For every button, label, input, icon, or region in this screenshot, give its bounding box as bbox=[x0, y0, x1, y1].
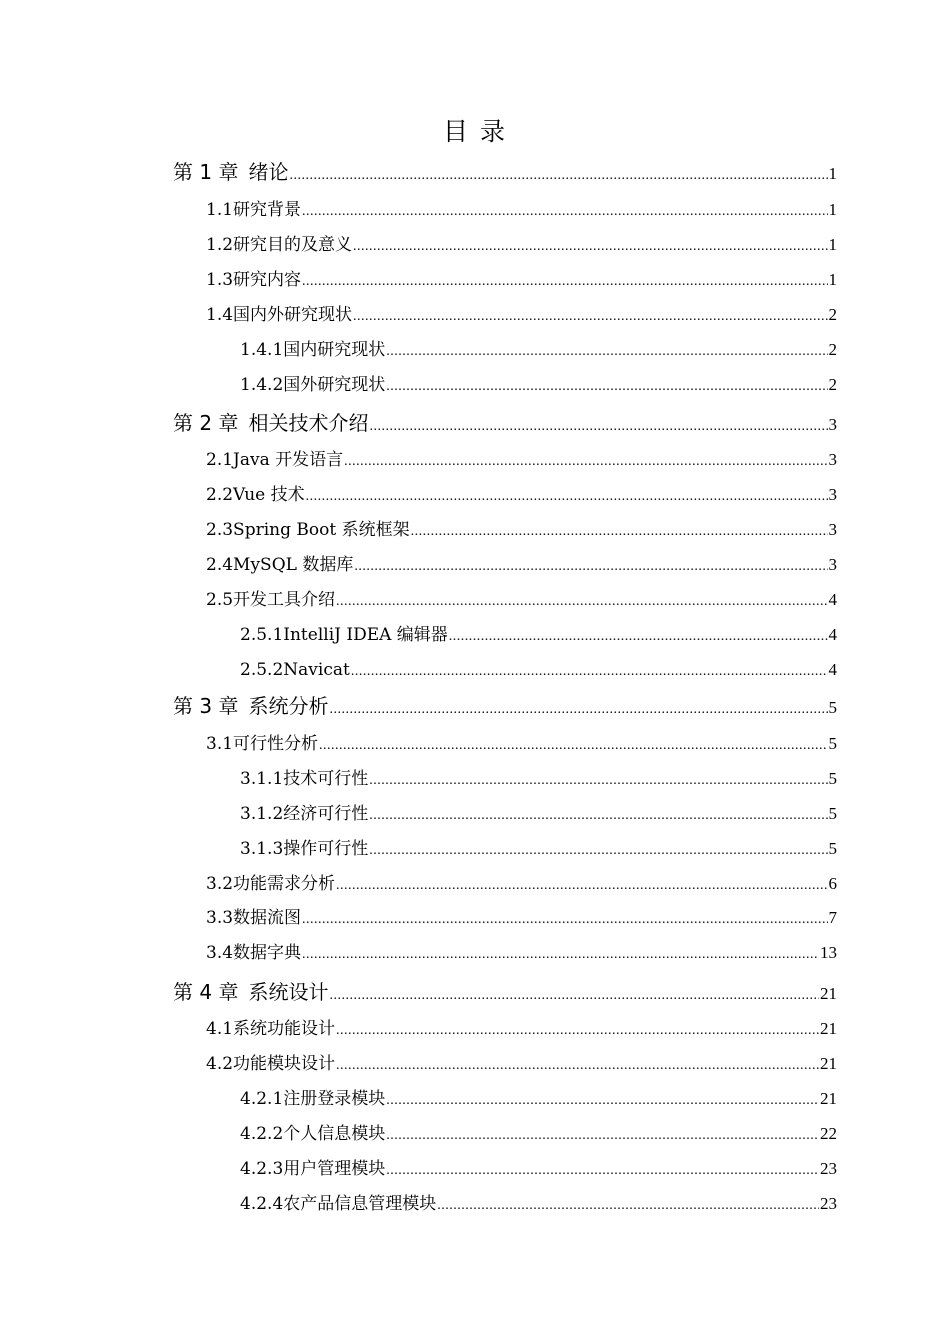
toc-page-number: 5 bbox=[828, 734, 837, 753]
toc-dot-leader bbox=[351, 657, 828, 687]
toc-entry-level-3[interactable] bbox=[240, 1084, 837, 1114]
toc-entry-label: 功能模块设计 bbox=[233, 1054, 336, 1074]
toc-entry-level-3[interactable] bbox=[240, 335, 837, 365]
toc-entry-number: 4.2.1 bbox=[240, 1089, 284, 1109]
toc-entry-label: 注册登录模块 bbox=[283, 1089, 386, 1109]
toc-entry-label: 操作可行性 bbox=[283, 839, 369, 859]
toc-entry-label: 国内研究现状 bbox=[283, 340, 386, 360]
toc-entry-label: 技术可行性 bbox=[283, 769, 369, 789]
toc-dot-leader bbox=[329, 695, 827, 725]
toc-page-number: 3 bbox=[828, 485, 837, 504]
toc-dot-leader bbox=[369, 801, 827, 831]
toc-entry-label: Spring Boot 系统框架 bbox=[233, 520, 410, 540]
toc-entry-number: 3.1.1 bbox=[240, 769, 284, 789]
toc-page-number: 21 bbox=[820, 984, 837, 1003]
toc-entry-number: 4.2.2 bbox=[240, 1124, 284, 1144]
toc-entry-level-2[interactable] bbox=[206, 515, 837, 545]
toc-entry-level-3[interactable] bbox=[240, 1189, 837, 1219]
toc-dot-leader bbox=[369, 836, 827, 866]
toc-entry-level-1[interactable] bbox=[173, 408, 837, 438]
toc-dot-leader bbox=[369, 766, 827, 796]
toc-entry-number: 1.4.1 bbox=[240, 340, 284, 360]
toc-entry-level-2[interactable] bbox=[206, 480, 837, 510]
toc-page-number: 7 bbox=[828, 908, 837, 927]
toc-dot-leader bbox=[386, 372, 827, 402]
toc-page-number: 1 bbox=[828, 270, 837, 289]
toc-entry-level-2[interactable] bbox=[206, 938, 837, 968]
toc-dot-leader bbox=[386, 1121, 819, 1151]
toc-dot-leader bbox=[329, 981, 819, 1011]
toc-page-number: 1 bbox=[828, 200, 837, 219]
toc-entry-level-3[interactable] bbox=[240, 620, 837, 650]
toc-page-number: 4 bbox=[828, 625, 837, 644]
toc-entry-level-2[interactable] bbox=[206, 903, 837, 933]
toc-page-number: 21 bbox=[820, 1089, 837, 1108]
toc-entry-level-2[interactable] bbox=[206, 585, 837, 615]
toc-entry-number: 第 2 章 bbox=[173, 411, 239, 435]
toc-entry-number: 3.2 bbox=[206, 874, 234, 894]
toc-entry-label: 研究背景 bbox=[233, 200, 302, 220]
toc-entry-level-2[interactable] bbox=[206, 265, 837, 295]
toc-entry-level-2[interactable] bbox=[206, 445, 837, 475]
toc-entry-number: 3.4 bbox=[206, 943, 234, 963]
toc-entry-number: 第 3 章 bbox=[173, 694, 239, 718]
toc-page-number: 3 bbox=[828, 415, 837, 434]
toc-dot-leader bbox=[336, 587, 827, 617]
toc-entry-label: IntelliJ IDEA 编辑器 bbox=[283, 625, 448, 645]
toc-entry-level-3[interactable] bbox=[240, 1119, 837, 1149]
toc-entry-label: Navicat bbox=[283, 660, 350, 680]
toc-page-number: 2 bbox=[828, 375, 837, 394]
toc-entry-label: 绪论 bbox=[248, 160, 289, 184]
toc-page-number: 1 bbox=[828, 164, 837, 183]
toc-entry-number: 1.3 bbox=[206, 270, 234, 290]
toc-page-number: 5 bbox=[828, 839, 837, 858]
toc-entry-label: 研究内容 bbox=[233, 270, 302, 290]
toc-dot-leader bbox=[353, 302, 827, 332]
toc-entry-level-3[interactable] bbox=[240, 655, 837, 685]
toc-entry-label: 个人信息模块 bbox=[283, 1124, 386, 1144]
toc-entry-number: 2.5.2 bbox=[240, 660, 284, 680]
toc-dot-leader bbox=[336, 1016, 819, 1046]
toc-entry-label: 农产品信息管理模块 bbox=[283, 1194, 437, 1214]
toc-page-number: 5 bbox=[828, 698, 837, 717]
toc-entry-label: 开发工具介绍 bbox=[233, 590, 336, 610]
toc-dot-leader bbox=[344, 447, 827, 477]
toc-dot-leader bbox=[306, 482, 828, 512]
toc-entry-label: 可行性分析 bbox=[233, 734, 319, 754]
toc-page-number: 3 bbox=[828, 520, 837, 539]
toc-dot-leader bbox=[336, 871, 827, 901]
toc-entry-level-2[interactable] bbox=[206, 1014, 837, 1044]
toc-entry-label: 国外研究现状 bbox=[283, 375, 386, 395]
toc-entry-number: 2.3 bbox=[206, 520, 234, 540]
toc-entry-level-1[interactable] bbox=[173, 157, 837, 187]
toc-entry-number: 4.2 bbox=[206, 1054, 234, 1074]
toc-dot-leader bbox=[353, 232, 827, 262]
toc-entry-level-2[interactable] bbox=[206, 230, 837, 260]
toc-entry-number: 4.2.4 bbox=[240, 1194, 284, 1214]
toc-dot-leader bbox=[302, 905, 827, 935]
toc-entry-label: 系统设计 bbox=[248, 980, 329, 1004]
toc-entry-label: 相关技术介绍 bbox=[248, 411, 369, 435]
toc-entry-number: 1.4 bbox=[206, 305, 234, 325]
toc-page-number: 21 bbox=[820, 1054, 837, 1073]
toc-entry-level-3[interactable] bbox=[240, 764, 837, 794]
toc-entry-level-2[interactable] bbox=[206, 729, 837, 759]
toc-dot-leader bbox=[302, 940, 819, 970]
toc-entry-level-2[interactable] bbox=[206, 300, 837, 330]
toc-entry-number: 2.1 bbox=[206, 450, 234, 470]
toc-entry-number: 2.5 bbox=[206, 590, 234, 610]
toc-entry-label: 系统分析 bbox=[248, 694, 329, 718]
toc-entry-number: 1.1 bbox=[206, 200, 234, 220]
toc-dot-leader bbox=[369, 412, 827, 442]
toc-page-number: 5 bbox=[828, 769, 837, 788]
toc-entry-label: 数据流图 bbox=[233, 908, 302, 928]
toc-dot-leader bbox=[289, 161, 827, 191]
toc-entry-level-1[interactable] bbox=[173, 691, 837, 721]
toc-entry-number: 第 1 章 bbox=[173, 160, 239, 184]
toc-entry-label: 研究目的及意义 bbox=[233, 235, 353, 255]
toc-page-number: 21 bbox=[820, 1019, 837, 1038]
toc-page-number: 22 bbox=[820, 1124, 837, 1143]
toc-entry-level-3[interactable] bbox=[240, 834, 837, 864]
toc-dot-leader bbox=[302, 197, 827, 227]
toc-dot-leader bbox=[336, 1051, 819, 1081]
toc-entry-number: 2.5.1 bbox=[240, 625, 284, 645]
toc-page-number: 1 bbox=[828, 235, 837, 254]
toc-page-number: 23 bbox=[820, 1159, 837, 1178]
toc-entry-number: 3.1 bbox=[206, 734, 234, 754]
toc-dot-leader bbox=[437, 1191, 819, 1221]
toc-page-number: 4 bbox=[828, 660, 837, 679]
toc-page-number: 2 bbox=[828, 305, 837, 324]
toc-dot-leader bbox=[354, 552, 827, 582]
toc-entry-number: 4.1 bbox=[206, 1019, 234, 1039]
toc-entry-number: 1.2 bbox=[206, 235, 234, 255]
toc-entry-label: 经济可行性 bbox=[283, 804, 369, 824]
toc-page-number: 23 bbox=[820, 1194, 837, 1213]
toc-entry-number: 1.4.2 bbox=[240, 375, 284, 395]
toc-entry-label: 国内外研究现状 bbox=[233, 305, 353, 325]
toc-entry-number: 3.1.2 bbox=[240, 804, 284, 824]
toc-page-number: 6 bbox=[828, 874, 837, 893]
toc-entry-level-3[interactable] bbox=[240, 1154, 837, 1184]
toc-entry-number: 3.3 bbox=[206, 908, 234, 928]
toc-entry-number: 4.2.3 bbox=[240, 1159, 284, 1179]
toc-page-number: 5 bbox=[828, 804, 837, 823]
toc-entry-number: 2.2 bbox=[206, 485, 234, 505]
toc-entry-level-3[interactable] bbox=[240, 799, 837, 829]
toc-dot-leader bbox=[411, 517, 828, 547]
toc-entry-level-2[interactable] bbox=[206, 869, 837, 899]
toc-entry-number: 第 4 章 bbox=[173, 980, 239, 1004]
toc-entry-number: 3.1.3 bbox=[240, 839, 284, 859]
toc-page-number: 4 bbox=[828, 590, 837, 609]
toc-dot-leader bbox=[386, 337, 827, 367]
toc-page-number: 3 bbox=[828, 555, 837, 574]
toc-page-number: 13 bbox=[820, 943, 837, 962]
toc-entry-label: 数据字典 bbox=[233, 943, 302, 963]
toc-title: 目 录 bbox=[443, 117, 507, 146]
toc-entry-level-2[interactable] bbox=[206, 550, 837, 580]
toc-entry-number: 2.4 bbox=[206, 555, 234, 575]
toc-page-number: 3 bbox=[828, 450, 837, 469]
toc-dot-leader bbox=[386, 1086, 819, 1116]
toc-entry-level-2[interactable] bbox=[206, 195, 837, 225]
toc-dot-leader bbox=[302, 267, 827, 297]
toc-page-number: 2 bbox=[828, 340, 837, 359]
toc-entry-label: 用户管理模块 bbox=[283, 1159, 386, 1179]
toc-entry-label: Vue 技术 bbox=[233, 485, 305, 505]
toc-dot-leader bbox=[319, 731, 827, 761]
toc-entry-level-1[interactable] bbox=[173, 977, 837, 1007]
toc-entry-label: 功能需求分析 bbox=[233, 874, 336, 894]
toc-entry-label: 系统功能设计 bbox=[233, 1019, 336, 1039]
toc-entry-level-3[interactable] bbox=[240, 370, 837, 400]
toc-entry-label: MySQL 数据库 bbox=[233, 555, 354, 575]
toc-dot-leader bbox=[449, 622, 828, 652]
toc-entry-label: Java 开发语言 bbox=[233, 450, 344, 470]
toc-entry-level-2[interactable] bbox=[206, 1049, 837, 1079]
toc-dot-leader bbox=[386, 1156, 819, 1186]
